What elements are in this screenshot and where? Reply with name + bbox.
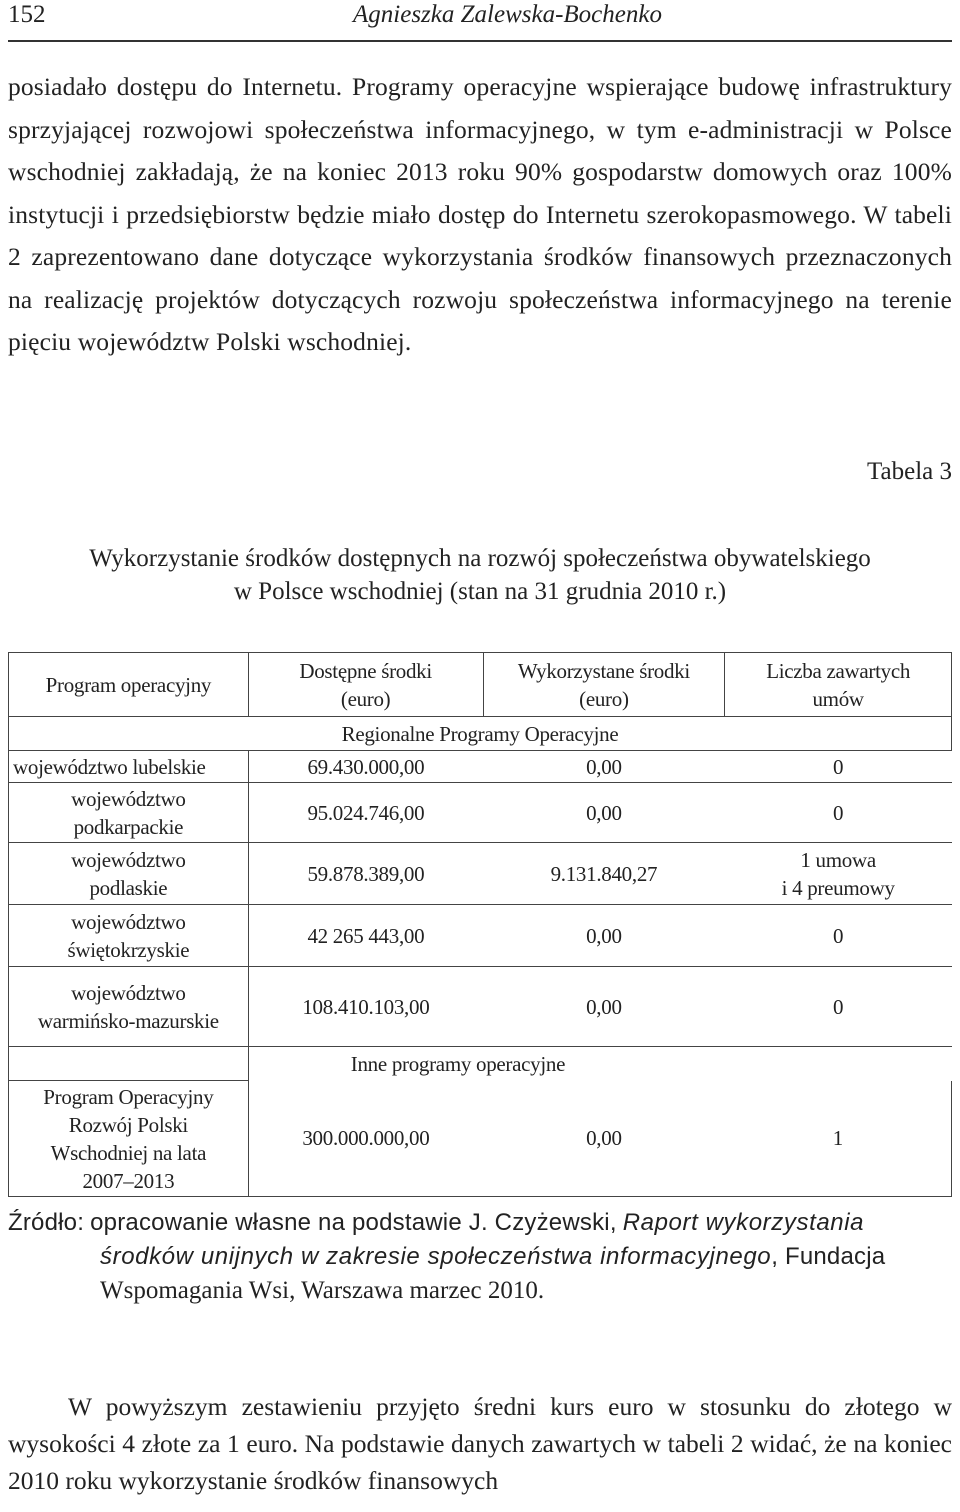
header-used-line-2: (euro) [579,686,629,711]
row-available: 108.410.103,00 [248,967,483,1047]
section-other-spacer [9,1047,249,1081]
header-available-line-1: Dostępne środki [299,658,432,683]
bottom-paragraph-text: W powyższym zestawieniu przyjęto średni kurs euro w stosunku do złotego w wysokości 4 złote za 1 euro. Na podstawie danych zawartych w tabeli 2 widać, że na koniec 2010 roku wykorzystanie środków finansowych [8,1392,952,1495]
row-contracts: 0 [725,905,952,967]
page-number: 152 [8,1,46,28]
header-contracts-line-2: umów [812,686,864,711]
row-used: 9.131.840,27 [483,843,725,905]
source-title-2: środków unijnych w zakresie społeczeństwa informacyjnego [100,1243,772,1270]
table-row [9,783,952,843]
row-program-line-1: Program Operacyjny [43,1084,214,1109]
row-used: 0,00 [483,783,725,843]
row-program-line-1: województwo [71,909,186,934]
row-program-line-3: Wschodniej na lata [50,1140,207,1165]
intro-paragraph [8,66,952,364]
header-rule [8,40,952,42]
header-contracts-line-1: Liczba zawartych [766,658,911,683]
header-used-line-1: Wykorzystane środki [517,658,690,683]
section-other-label: Inne programy operacyjne [248,1047,951,1081]
table-row [9,905,952,967]
row-contracts: 0 [725,751,952,783]
row-program-line-2: podlaskie [89,875,168,900]
row-available: 42 265 443,00 [248,905,483,967]
page-header [8,0,952,38]
source-text-2: , Fundacja [771,1243,886,1270]
row-program [9,905,249,967]
table-row [9,843,952,905]
row-program [9,1081,249,1197]
running-head: Agnieszka Zalewska-Bochenko [353,1,662,28]
row-program-line-2: Rozwój Polski [68,1112,188,1137]
row-contracts-line-1: 1 umowa [800,847,876,872]
data-table [8,652,952,1197]
row-program-line-2: podkarpackie [73,814,184,839]
table-caption-line-2: w Polsce wschodniej (stan na 31 grudnia 2010 r.) [233,578,727,605]
row-program-line-1: województwo [71,980,186,1005]
row-contracts [725,843,952,905]
row-program-line-2: świętokrzyskie [67,937,190,962]
source-title-1: Raport wykorzystania [622,1209,865,1236]
row-program [9,967,249,1047]
header-contracts [725,653,952,717]
row-used: 0,00 [483,905,725,967]
row-available: 300.000.000,00 [248,1081,483,1197]
table-label: Tabela 3 [866,458,952,485]
row-program [9,783,249,843]
header-available-line-2: (euro) [340,686,391,711]
header-program: Program operacyjny [9,653,249,717]
table-row-other [9,1081,952,1197]
row-available: 59.878.389,00 [248,843,483,905]
row-program-line-4: 2007–2013 [82,1168,175,1193]
table-row [9,967,952,1047]
row-program-line-2: warmińsko-mazurskie [37,1008,219,1033]
row-available: 69.430.000,00 [248,751,483,783]
bottom-paragraph [8,1388,952,1499]
row-program-line-1: województwo [71,786,186,811]
row-contracts: 0 [725,967,952,1047]
intro-paragraph-text: posiadało dostępu do Internetu. Programy operacyjne wspierające budowę infrastruktury sprzyjającej rozwojowi społeczeństwa informacyjnego, w tym e-administracji w Polsce wschodniej zakładają, że na koniec 2013 roku 90% gospodarstw domowych oraz 100% instytucji i przedsiębiorstw będzie miało dostęp do Internetu szerokopasmowego. W tabeli 2 zaprezentowano dane dotyczące wykorzystania środków finansowych przeznaczonych na realizację projektów dotyczących rozwoju społeczeństwa informacyjnego na terenie pięciu województw Polski wschodniej. [8,72,952,356]
section-row-regional [9,717,952,751]
source-text-3: Wspomagania Wsi, Warszawa marzec 2010. [100,1277,545,1304]
row-program-line-1: województwo [71,847,186,872]
table-header-row [9,653,952,717]
section-regional-label: Regionalne Programy Operacyjne [9,717,952,751]
section-row-other [9,1047,952,1081]
row-program: województwo lubelskie [9,751,249,783]
source-text-1: opracowanie własne na podstawie J. Czyżewski, [90,1209,617,1236]
table-source [8,1206,952,1308]
row-contracts: 0 [725,783,952,843]
row-used: 0,00 [483,751,725,783]
table-caption [8,542,952,608]
row-contracts-line-2: i 4 preumowy [781,875,895,900]
row-available: 95.024.746,00 [248,783,483,843]
row-contracts: 1 [725,1081,952,1197]
row-used: 0,00 [483,1081,725,1197]
header-used [483,653,725,717]
header-available [248,653,483,717]
row-program [9,843,249,905]
row-used: 0,00 [483,967,725,1047]
table-caption-line-1: Wykorzystanie środków dostępnych na rozwój społeczeństwa obywatelskiego [89,545,871,572]
table-row [9,751,952,783]
source-label: Źródło: [8,1209,85,1236]
